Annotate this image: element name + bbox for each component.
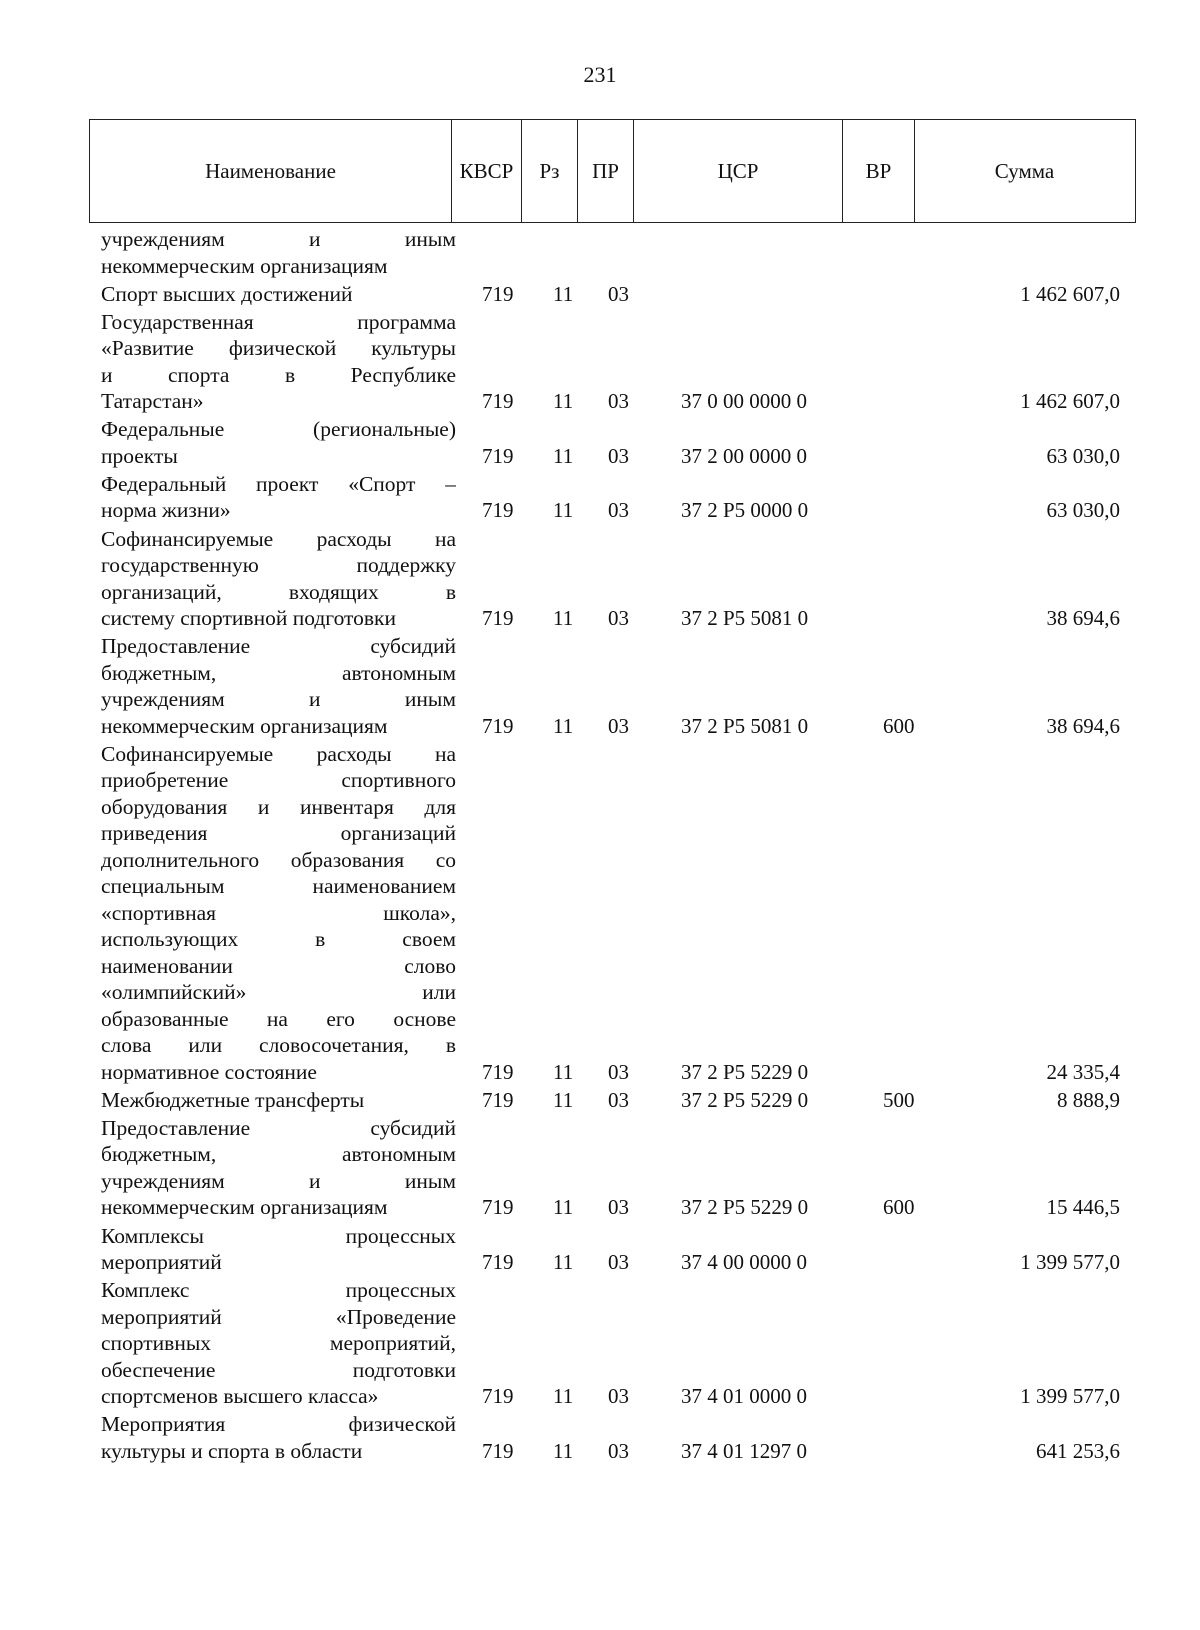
cell-kvsr: 719 [482,713,514,738]
row-name-line: Федеральные (региональные) [101,417,456,442]
cell-csr: 37 0 00 0000 0 [681,389,807,414]
cell-csr: 37 2 00 0000 0 [681,443,807,468]
cell-rz: 11 [553,1195,574,1220]
row-name-line: Комплекс процессных [101,1278,456,1303]
row-name-line: Государственная программа [101,309,456,334]
cell-pr: 03 [608,498,629,523]
cell-sum: 15 446,5 [1046,1195,1120,1220]
table-row [0,226,1200,279]
cell-pr: 03 [608,1087,629,1112]
row-name-line: Федеральный проект «Спорт – [101,471,456,496]
row-name-line: Спорт высших достижений [101,281,353,306]
cell-rz: 11 [553,1438,574,1463]
row-name-line: бюджетным, автономным [101,660,456,685]
row-name-line: бюджетным, автономным [101,1142,456,1167]
table-row [0,1277,1200,1410]
row-name-line: специальным наименованием [101,874,456,899]
header-rz: Рз [521,120,577,222]
row-name-line: спортсменов высшего класса» [101,1384,379,1409]
cell-csr: 37 2 Р5 5229 0 [681,1195,809,1220]
cell-kvsr: 719 [482,1384,514,1409]
table-row [0,1087,1200,1114]
row-name-line: культуры и спорта в области [101,1438,363,1463]
row-name-line: проекты [101,443,178,468]
table-row [0,741,1200,1086]
cell-vr: 500 [883,1087,915,1112]
header-kvsr: КВСР [451,120,521,222]
cell-csr: 37 2 Р5 5229 0 [681,1087,809,1112]
row-name-line: Софинансируемые расходы на [101,526,456,551]
cell-rz: 11 [553,1250,574,1274]
cell-sum: 1 462 607,0 [1020,281,1120,306]
row-name-line: образованные на его основе [101,1006,456,1031]
cell-rz: 11 [553,389,574,414]
row-name [101,633,456,739]
row-name-line: нормативное состояние [101,1059,317,1084]
table-row [0,1411,1200,1464]
table-header [89,119,1136,223]
row-name-line: некоммерческим организациям [101,253,388,278]
cell-kvsr: 719 [482,389,514,414]
cell-kvsr: 719 [482,606,514,630]
row-name [101,416,456,469]
row-name [101,471,456,524]
cell-csr: 37 2 Р5 5081 0 [681,606,809,630]
row-name-line: спортивных мероприятий, [101,1331,456,1356]
table-row [0,633,1200,739]
row-name-line: обеспечение подготовки [101,1357,456,1382]
table-row [0,1223,1200,1276]
row-name-line: Межбюджетные трансферты [101,1087,365,1112]
cell-sum: 1 399 577,0 [1020,1250,1120,1274]
row-name-line: приобретение спортивного [101,768,456,793]
row-name [101,741,456,1086]
row-name [101,1277,456,1410]
cell-kvsr: 719 [482,1250,514,1274]
row-name-line: учреждениям и иным [101,1168,456,1193]
row-name-line: «Развитие физической культуры [101,336,456,361]
row-name-line: мероприятий [101,1250,222,1274]
row-name [101,226,456,279]
cell-kvsr: 719 [482,1087,514,1112]
row-name [101,1087,456,1114]
row-name-line: систему спортивной подготовки [101,606,397,630]
row-name-line: Софинансируемые расходы на [101,741,456,766]
cell-pr: 03 [608,443,629,468]
table-row [0,526,1200,632]
cell-csr: 37 4 01 1297 0 [681,1438,807,1463]
row-name [101,526,456,632]
table-row [0,281,1200,308]
cell-csr: 37 4 00 0000 0 [681,1250,807,1274]
cell-rz: 11 [553,713,574,738]
cell-csr: 37 4 01 0000 0 [681,1384,807,1409]
cell-sum: 63 030,0 [1046,443,1120,468]
row-name [101,309,456,415]
header-pr: ПР [577,120,633,222]
cell-pr: 03 [608,281,629,306]
row-name [101,1223,456,1276]
table-row [0,416,1200,469]
header-sum: Сумма [914,120,1134,222]
row-name-line: некоммерческим организациям [101,1195,388,1220]
cell-kvsr: 719 [482,443,514,468]
cell-csr: 37 2 Р5 0000 0 [681,498,809,523]
cell-rz: 11 [553,606,574,630]
cell-sum: 24 335,4 [1046,1059,1120,1084]
cell-pr: 03 [608,1250,629,1274]
cell-csr: 37 2 Р5 5229 0 [681,1059,809,1084]
cell-sum: 8 888,9 [1057,1087,1120,1112]
cell-rz: 11 [553,443,574,468]
row-name-line: Татарстан» [101,389,204,414]
cell-sum: 38 694,6 [1046,713,1120,738]
row-name-line: использующих в своем [101,927,456,952]
table-row [0,471,1200,524]
row-name-line: приведения организаций [101,821,456,846]
row-name [101,1411,456,1464]
cell-kvsr: 719 [482,281,514,306]
cell-rz: 11 [553,1384,574,1409]
row-name-line: учреждениям и иным [101,227,456,251]
table-row [0,309,1200,415]
row-name-line: Предоставление субсидий [101,1115,456,1140]
cell-pr: 03 [608,1195,629,1220]
row-name-line: Предоставление субсидий [101,634,456,659]
row-name-line: учреждениям и иным [101,687,456,712]
cell-sum: 63 030,0 [1046,498,1120,523]
row-name-line: «олимпийский» или [101,980,456,1005]
page-number: 231 [583,62,617,87]
cell-sum: 1 399 577,0 [1020,1384,1120,1409]
row-name-line: мероприятий «Проведение [101,1304,456,1329]
cell-pr: 03 [608,1059,629,1084]
cell-kvsr: 719 [482,498,514,523]
row-name-line: норма жизни» [101,498,231,523]
header-name: Наименование [205,158,336,183]
row-name-line: наименовании слово [101,953,456,978]
cell-rz: 11 [553,1059,574,1084]
cell-kvsr: 719 [482,1059,514,1084]
cell-pr: 03 [608,1438,629,1463]
row-name-line: дополнительного образования со [101,847,456,872]
row-name-line: слова или словосочетания, в [101,1033,456,1058]
table-row [0,1115,1200,1221]
cell-rz: 11 [553,1087,574,1112]
header-csr: ЦСР [633,120,842,222]
cell-kvsr: 719 [482,1195,514,1220]
cell-rz: 11 [553,498,574,523]
row-name-line: Мероприятия физической [101,1412,456,1437]
row-name-line: Комплексы процессных [101,1223,456,1248]
row-name-line: «спортивная школа», [101,900,456,925]
row-name-line: и спорта в Республике [101,362,456,387]
row-name-line: организаций, входящих в [101,579,456,604]
cell-kvsr: 719 [482,1438,514,1463]
row-name-line: государственную поддержку [101,553,456,577]
cell-vr: 600 [883,713,915,738]
cell-pr: 03 [608,606,629,630]
cell-csr: 37 2 Р5 5081 0 [681,713,809,738]
cell-sum: 38 694,6 [1046,606,1120,630]
row-name-line: некоммерческим организациям [101,713,388,738]
cell-sum: 1 462 607,0 [1020,389,1120,414]
cell-pr: 03 [608,1384,629,1409]
cell-vr: 600 [883,1195,915,1220]
cell-pr: 03 [608,713,629,738]
row-name [101,281,456,308]
row-name [101,1115,456,1221]
header-vr: ВР [842,120,914,222]
cell-pr: 03 [608,389,629,414]
row-name-line: оборудования и инвентаря для [101,794,456,819]
cell-rz: 11 [553,281,574,306]
cell-sum: 641 253,6 [1036,1438,1120,1463]
